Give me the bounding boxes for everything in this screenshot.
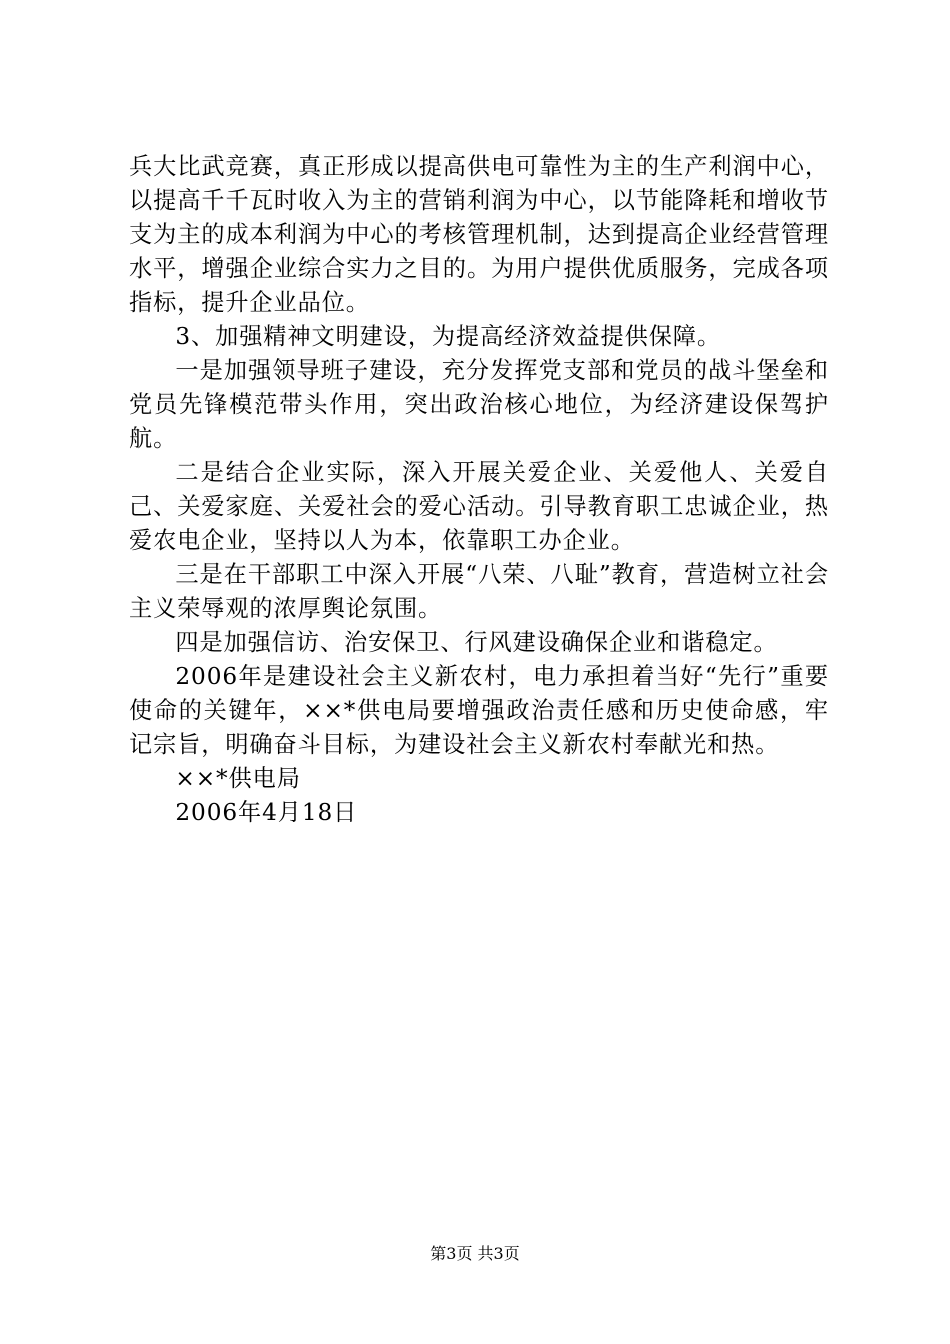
paragraph-item-two: 二是结合企业实际，深入开展关爱企业、关爱他人、关爱自己、关爱家庭、关爱社会的爱心活动。引导教育职工忠诚企业，热爱农电企业，坚持以人为本，依靠职工办企业。 [129, 459, 829, 554]
paragraph-item-one: 一是加强领导班子建设，充分发挥党支部和党员的战斗堡垒和党员先锋模范带头作用，突出政治核心地位，为经济建设保驾护航。 [129, 357, 829, 452]
paragraph-section-heading: 3、加强精神文明建设，为提高经济效益提供保障。 [175, 323, 721, 350]
paragraph-item-four: 四是加强信访、治安保卫、行风建设确保企业和谐稳定。 [175, 629, 778, 656]
paragraph-item-three: 三是在干部职工中深入开展“八荣、八耻”教育，营造树立社会主义荣辱观的浓厚舆论氛围。 [129, 561, 829, 622]
paragraph-continued: 兵大比武竞赛，真正形成以提高供电可靠性为主的生产利润中心，以提高千千瓦时收入为主的营销利润为中心，以节能降耗和增收节支为主的成本利润为中心的考核管理机制，达到提高企业经营管理水平，增强企业综合实力之目的。为用户提供优质服务，完成各项指标，提升企业品位。 [129, 153, 829, 316]
signature-organization: ××*供电局 [175, 765, 301, 792]
page-number-label: 第3页 共3页 [430, 1244, 520, 1263]
paragraph-conclusion: 2006年是建设社会主义新农村，电力承担着当好“先行”重要使命的关键年，××*供电局要增强政治责任感和历史使命感，牢记宗旨，明确奋斗目标，为建设社会主义新农村奉献光和热。 [129, 663, 829, 758]
page-footer [0, 1243, 950, 1265]
document-body [129, 150, 829, 830]
signature-date: 2006年4月18日 [175, 799, 358, 826]
